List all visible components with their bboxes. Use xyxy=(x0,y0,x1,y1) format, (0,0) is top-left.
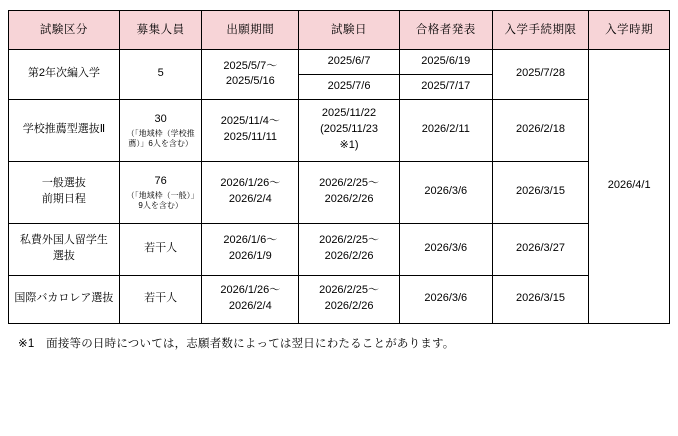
cell-result-announcement xyxy=(399,50,492,100)
table-row xyxy=(9,161,670,223)
exam-date-line-1: 2026/2/25〜 xyxy=(319,177,380,190)
exam-date-line-2: 2026/2/26 xyxy=(324,193,374,206)
cell-exam-date xyxy=(299,275,400,323)
column-header-category: 試験区分 xyxy=(9,11,120,50)
cell-application-period xyxy=(202,99,299,161)
application-period-end: 2025/11/11 xyxy=(223,131,278,144)
capacity-value: 若干人 xyxy=(144,292,178,305)
exam-date-line-2: 2026/2/26 xyxy=(324,300,374,313)
column-header-capacity: 募集人員 xyxy=(119,11,202,50)
result-first: 2025/6/19 xyxy=(400,50,492,75)
table-row xyxy=(9,275,670,323)
cell-result-announcement: 2026/3/6 xyxy=(399,161,492,223)
column-header-application-period: 出願期間 xyxy=(202,11,299,50)
application-period-end: 2026/2/4 xyxy=(228,300,272,313)
table-header-row xyxy=(9,11,670,50)
capacity-value: 30 xyxy=(154,112,167,125)
cell-category: 学校推薦型選抜Ⅱ xyxy=(9,99,120,161)
category-line-2: 選抜 xyxy=(52,250,75,263)
capacity-value: 5 xyxy=(157,67,164,80)
exam-date-second: 2025/7/6 xyxy=(327,79,371,92)
application-period-end: 2026/2/4 xyxy=(228,193,272,206)
cell-result-announcement: 2026/3/6 xyxy=(399,275,492,323)
exam-date-first: 2025/6/7 xyxy=(299,50,399,75)
category-line-2: 前期日程 xyxy=(41,193,86,206)
admission-schedule-table xyxy=(8,10,670,324)
capacity-value: 76 xyxy=(154,174,167,187)
table-row xyxy=(9,223,670,275)
column-header-enrollment-term: 入学時期 xyxy=(589,11,670,50)
cell-application-period xyxy=(202,275,299,323)
cell-enrollment-deadline: 2026/3/15 xyxy=(492,161,589,223)
cell-exam-date xyxy=(299,223,400,275)
cell-application-period xyxy=(202,161,299,223)
cell-application-period xyxy=(202,223,299,275)
cell-application-period xyxy=(202,50,299,100)
exam-date-line-1: 2026/2/25〜 xyxy=(319,284,380,297)
exam-date-line-1: 2025/11/22 xyxy=(321,107,377,120)
table-row xyxy=(9,99,670,161)
cell-enrollment-deadline: 2026/3/15 xyxy=(492,275,589,323)
exam-date-line-3: ※1) xyxy=(339,139,359,152)
category-line-1: 私費外国人留学生 xyxy=(19,234,108,247)
cell-category xyxy=(9,223,120,275)
exam-date-line-2: 2026/2/26 xyxy=(324,250,374,263)
cell-exam-date xyxy=(299,50,400,100)
cell-result-announcement: 2026/2/11 xyxy=(399,99,492,161)
cell-category: 国際バカロレア選抜 xyxy=(9,275,120,323)
cell-capacity xyxy=(119,223,202,275)
cell-enrollment-term: 2026/4/1 xyxy=(589,50,670,324)
application-period-start: 2026/1/26〜 xyxy=(220,284,281,297)
application-period-start: 2026/1/26〜 xyxy=(220,177,281,190)
cell-exam-date xyxy=(299,99,400,161)
exam-date-line-1: 2026/2/25〜 xyxy=(319,234,380,247)
cell-category xyxy=(9,161,120,223)
category-line-1: 一般選抜 xyxy=(41,177,86,190)
exam-date-line-2: (2025/11/23 xyxy=(320,123,378,136)
table-footnote: ※1 面接等の日時については，志願者数によっては翌日にわたることがあります。 xyxy=(18,337,455,350)
capacity-value: 若干人 xyxy=(144,242,178,255)
result-second: 2025/7/17 xyxy=(421,79,471,92)
cell-enrollment-deadline: 2026/2/18 xyxy=(492,99,589,161)
cell-exam-date xyxy=(299,161,400,223)
application-period-end: 2026/1/9 xyxy=(228,250,272,263)
capacity-note: （「地域枠（一般）」9人を含む） xyxy=(126,190,195,210)
table-row xyxy=(9,50,670,100)
cell-category: 第2年次編入学 xyxy=(9,50,120,100)
cell-result-announcement: 2026/3/6 xyxy=(399,223,492,275)
cell-enrollment-deadline: 2025/7/28 xyxy=(492,50,589,100)
cell-capacity xyxy=(119,50,202,100)
column-header-result-announcement: 合格者発表 xyxy=(399,11,492,50)
cell-enrollment-deadline: 2026/3/27 xyxy=(492,223,589,275)
application-period-start: 2025/5/7〜 xyxy=(223,59,278,72)
table-body xyxy=(9,50,670,324)
cell-capacity xyxy=(119,275,202,323)
cell-capacity xyxy=(119,161,202,223)
column-header-exam-date: 試験日 xyxy=(299,11,400,50)
capacity-note: （「地域枠（学校推薦）」6人を含む） xyxy=(126,128,195,148)
cell-capacity xyxy=(119,99,202,161)
application-period-start: 2026/1/6〜 xyxy=(223,234,278,247)
column-header-enrollment-deadline: 入学手続期限 xyxy=(492,11,589,50)
application-period-start: 2025/11/4〜 xyxy=(220,115,280,128)
table-header xyxy=(9,11,670,50)
application-period-end: 2025/5/16 xyxy=(225,75,275,88)
